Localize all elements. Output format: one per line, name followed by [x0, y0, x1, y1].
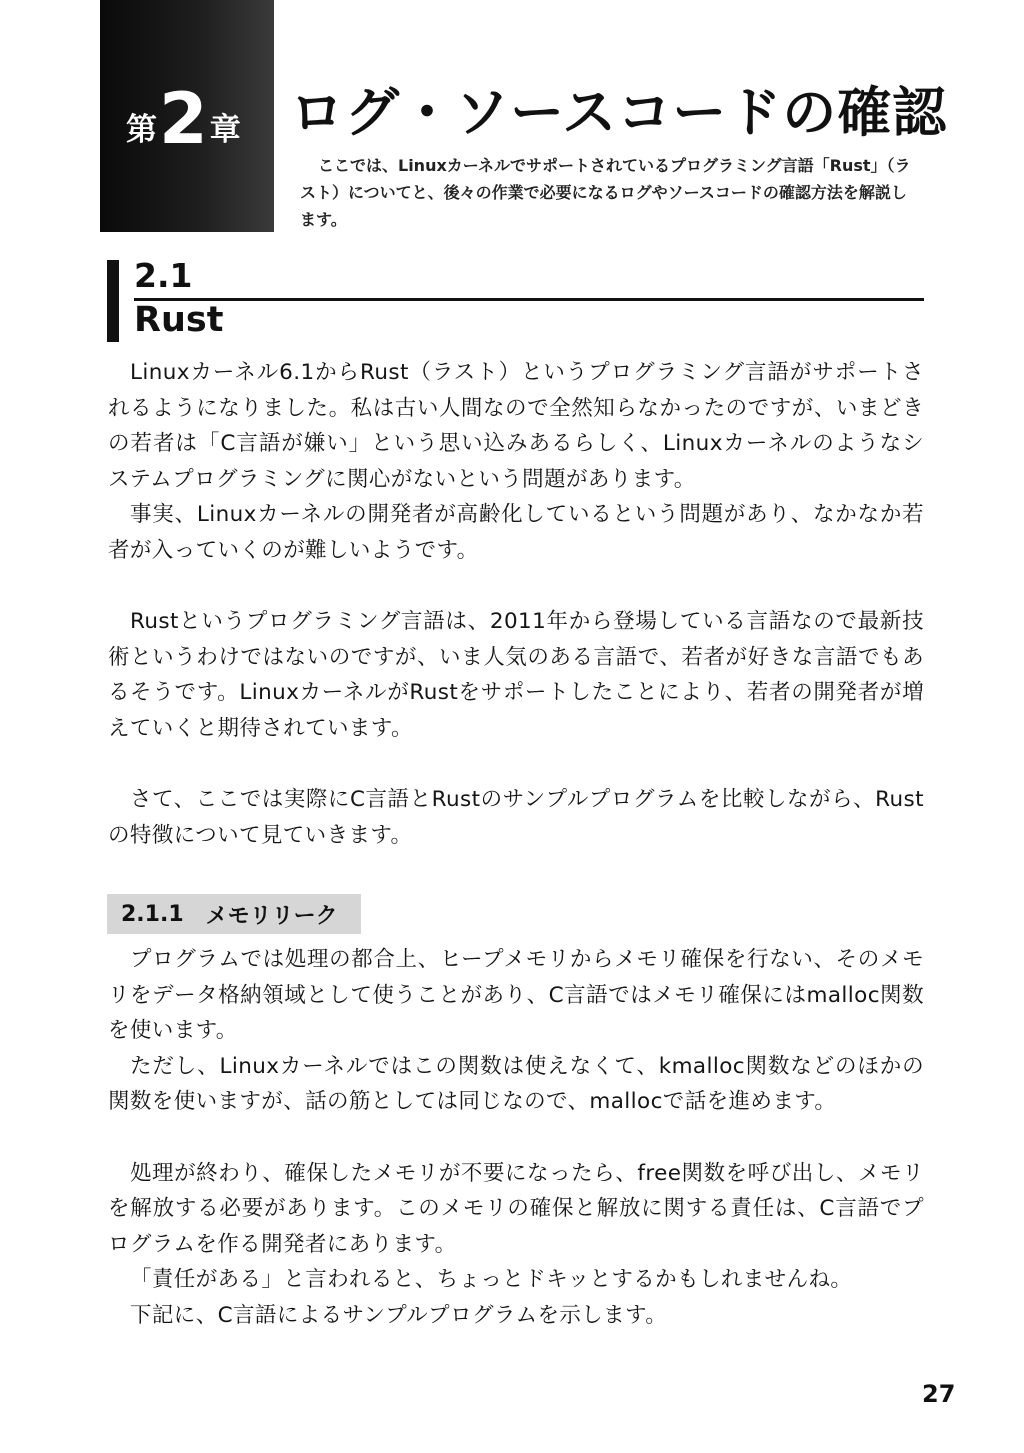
section-marker-bar: [107, 260, 119, 342]
paragraph: さて、ここでは実際にC言語とRustのサンプルプログラムを比較しながら、Rustの特徴について見ていきます。: [108, 787, 924, 848]
subsection-body: [108, 942, 924, 1334]
paragraph: 下記に、C言語によるサンプルプログラムを示します。: [130, 1302, 668, 1328]
subsection-title: メモリリーク: [205, 903, 338, 929]
chapter-number: 2: [159, 78, 208, 160]
paragraph: Rustというプログラミング言語は、2011年から登場している言語なので最新技術というわけではないのですが、いま人気のある言語で、若者が好きな言語でもあるそうです。LinuxカーネルがRustをサポートしたことにより、若者の開発者が増えていくと期待されています。: [108, 609, 924, 741]
paragraph: 事実、Linuxカーネルの開発者が高齢化しているという問題があり、なかなか若者が入っていくのが難しいようです。: [108, 502, 924, 563]
chapter-prefix: 第: [126, 112, 157, 148]
paragraph-gap: [108, 569, 924, 605]
paragraph: ただし、Linuxカーネルではこの関数は使えなくて、kmalloc関数などのほかの関数を使いますが、話の筋としては同じなので、mallocで話を進めます。: [108, 1053, 924, 1115]
subsection-heading: [107, 894, 361, 934]
chapter-label: [126, 78, 241, 160]
section-body: [108, 355, 924, 853]
chapter-title: ログ・ソースコードの確認: [290, 81, 948, 144]
section-number: 2.1: [134, 256, 193, 295]
paragraph: 処理が終わり、確保したメモリが不要になったら、free関数を呼び出し、メモリを解放する必要があります。このメモリの確保と解放に関する責任は、C言語でプログラムを作る開発者にあります。: [108, 1160, 924, 1257]
page-number: 27: [922, 1380, 956, 1408]
paragraph: プログラムでは処理の都合上、ヒープメモリからメモリ確保を行ない、そのメモリをデータ格納領域として使うことがあり、C言語ではメモリ確保にはmalloc関数を使います。: [108, 947, 924, 1044]
paragraph-gap: [108, 1120, 924, 1156]
chapter-suffix: 章: [209, 112, 241, 148]
section-divider: [134, 298, 924, 301]
paragraph-gap: [108, 747, 924, 783]
chapter-intro: ここでは、Linuxカーネルでサポートされているプログラミング言語「Rust」（ラスト）についてと、後々の作業で必要になるログやソースコードの確認方法を解説します。: [300, 156, 911, 229]
subsection-number: 2.1.1: [121, 901, 184, 927]
paragraph: Linuxカーネル6.1からRust（ラスト）というプログラミング言語がサポートされるようになりました。私は古い人間なので全然知らなかったのですが、いまどきの若者は「C言語が嫌い」という思い込みあるらしく、Linuxカーネルのようなシステムプログラミングに関心がないという問題があります。: [108, 360, 924, 492]
section-title: Rust: [134, 300, 224, 340]
paragraph: 「責任がある」と言われると、ちょっとドキッとするかもしれませんね。: [130, 1267, 853, 1293]
